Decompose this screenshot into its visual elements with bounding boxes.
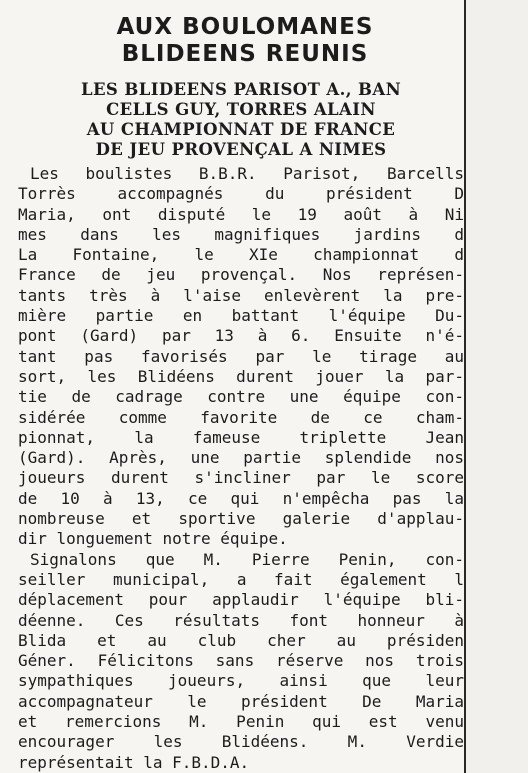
body-line: de 10 à 13, ce qui n'empêcha pas la [18,488,464,508]
body-line: pionnat, la fameuse triplette Jean [18,427,464,447]
body-line: Maria, ont disputé le 19 août à Ni [18,204,464,224]
subhead-line-4: DE JEU PROVENÇAL A NIMES [95,140,387,159]
subhead-line-3: AU CHAMPIONNAT DE FRANCE [86,120,396,139]
body-line: encourager les Blidéens. M. Verdie [18,732,464,752]
body-line: France de jeu provençal. Nos représen- [18,265,464,285]
subhead-line-2: CELLS GUY, TORRES ALAIN [106,100,376,119]
article-body [18,164,464,773]
body-line: tant pas favorisés par le tirage au [18,346,464,366]
body-line: Signalons que M. Pierre Penin, con- [30,549,464,569]
body-line: (Gard). Après, une partie splendide nos [18,448,464,468]
body-line: déplacement pour applaudir l'équipe bli- [18,590,464,610]
body-line: sympathiques joueurs, ainsi que leur [18,671,464,691]
body-line: mes dans les magnifiques jardins d [18,224,464,244]
body-line: représentait la F.B.D.A. [18,752,250,772]
body-line: déenne. Ces résultats font honneur à [18,610,464,630]
body-line: accompagnateur le président De Maria [18,691,464,711]
body-line: et remercions M. Penin qui est venu [18,712,464,732]
headline-line-2: BLIDEENS REUNIS [121,41,369,67]
body-line: Blida et au club cher au présiden [18,630,464,650]
page-margin [466,0,528,773]
body-line: mière partie en battant l'équipe Du- [18,306,464,326]
body-line: seiller municipal, a fait également l [18,569,464,589]
body-line: joueurs durent s'incliner par le score [18,468,464,488]
body-line: pont (Gard) par 13 à 6. Ensuite n'é- [18,326,464,346]
body-line: tie de cadrage contre une équipe con- [18,387,464,407]
body-line: nombreuse et sportive galerie d'applau- [18,509,464,529]
headline-line-1: AUX BOULOMANES [116,14,374,40]
headline [18,14,464,68]
subhead-line-1: LES BLIDEENS PARISOT A., BAN [80,80,402,99]
body-line: Torrès accompagnés du président D [18,184,464,204]
body-line: Les boulistes B.B.R. Parisot, Barcells [30,164,464,183]
subheadline [18,80,464,160]
article-column [18,14,464,773]
body-line: La Fontaine, le XIe championnat d [18,245,464,265]
body-line: dir longuement notre équipe. [18,529,288,549]
body-line: tants très à l'aise enlevèrent la pre- [18,285,464,305]
body-line: sort, les Blidéens durent jouer la par- [18,366,464,386]
body-line: sidérée comme favorite de ce cham- [18,407,464,427]
body-line: Géner. Félicitons sans réserve nos trois [18,651,464,671]
